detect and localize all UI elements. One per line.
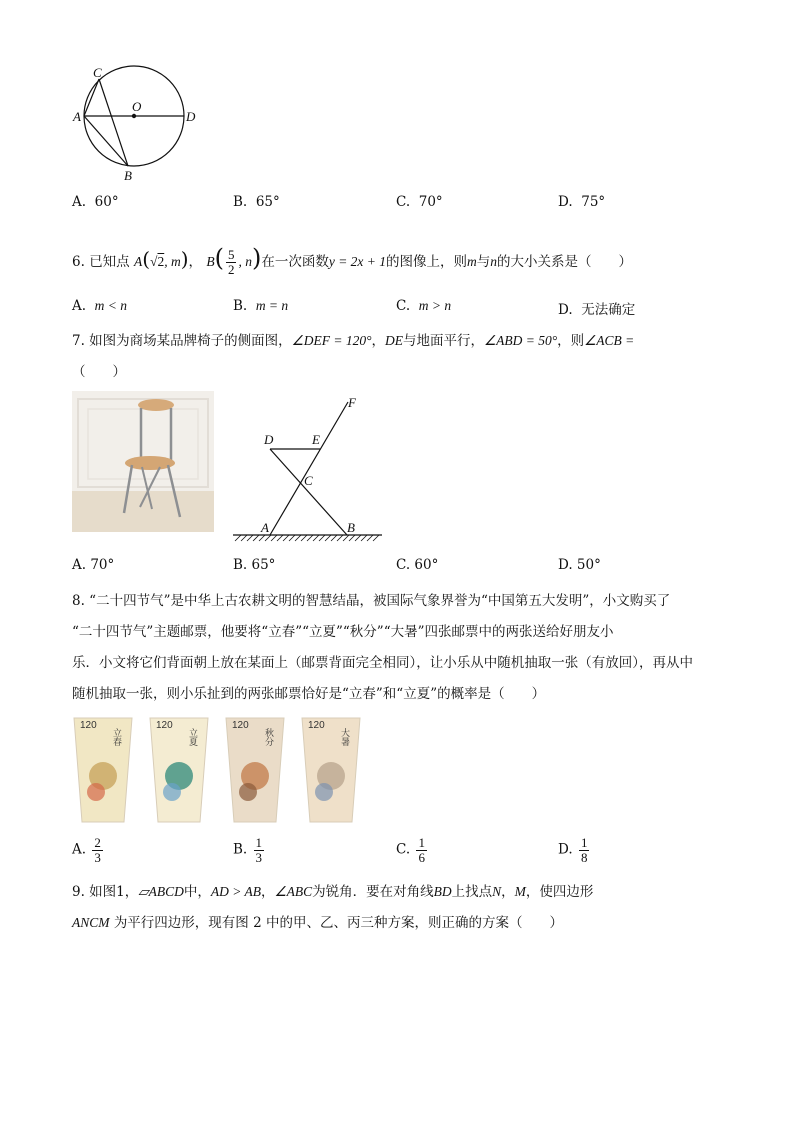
q8-option-b[interactable]: B. $\frac{1}{3}$ [233, 835, 263, 865]
stamp-name: 秋分 [263, 728, 273, 746]
q5-option-c[interactable]: C. 70° [396, 194, 443, 210]
q8-stem-line2: “二十四节气”主题邮票，他要将“立春”“立夏”“秋分”“大暑”四张邮票中的两张送给好朋友小 [72, 624, 614, 640]
label-f: F [348, 395, 356, 410]
q8-stem-line1: 8. “二十四节气”是中华上古农耕文明的智慧结晶，被国际气象界誉为“中国第五大发明”，小文购买了 [72, 593, 671, 609]
stamp-0 [72, 714, 134, 826]
q6-option-a[interactable]: A. m < n [72, 298, 127, 314]
stamp-3 [300, 714, 362, 826]
stamp-value: 120 [308, 720, 325, 731]
label-b: B [347, 520, 355, 535]
q7-option-d[interactable]: D. 50° [558, 557, 601, 573]
q7-stem-line2: （ ） [72, 364, 126, 380]
chair-photo [72, 391, 214, 532]
stamp-name: 立夏 [187, 728, 197, 746]
frac-5-2: $\frac{5}{2}$ [227, 247, 235, 277]
chair-diagram [230, 392, 390, 546]
label-e: E [312, 432, 320, 447]
stamp-2 [224, 714, 286, 826]
q7-option-a[interactable]: A. 70° [72, 557, 115, 573]
stamp-value: 120 [232, 720, 249, 731]
label-a: A [261, 520, 269, 535]
q8-option-d[interactable]: D. $\frac{1}{8}$ [558, 835, 588, 865]
q9-stem-line1: 9. 如图1，▱ABCD中，AD > AB，∠ABC为锐角．要在对角线BD上找点N，M，使四边形 [72, 884, 594, 900]
q6-option-b[interactable]: B. m = n [233, 298, 289, 314]
q6-stem: 6. 已知点 A(√2, m)， B( $\frac{5}{2}$ , n)在一次函数y = 2x + 1的图像上，则m与n的大小关系是（ ） [72, 244, 633, 277]
label-d: D [186, 109, 196, 124]
q8-stem-line3: 乐．小文将它们背面朝上放在某面上（邮票背面完全相同），让小乐从中随机抽取一张（有放回），再从中 [72, 655, 693, 671]
label-a: A [73, 109, 81, 124]
q5-option-b[interactable]: B. 65° [233, 194, 280, 210]
q7-option-b[interactable]: B. 65° [233, 557, 276, 573]
label-c: C [93, 65, 102, 80]
q6-option-d[interactable]: D. 无法确定 [558, 302, 636, 318]
label-b: B [124, 168, 132, 183]
stamp-value: 120 [156, 720, 173, 731]
q5-option-a[interactable]: A. 60° [72, 194, 119, 210]
q5-option-d[interactable]: D. 75° [558, 194, 606, 210]
stamp-name: 立春 [111, 728, 121, 746]
q7-stem-line1: 7. 如图为商场某品牌椅子的侧面图，∠DEF = 120°，DE与地面平行，∠ABD = 50°，则∠ACB = [72, 333, 635, 349]
q8-stem-line4: 随机抽取一张，则小乐扯到的两张邮票恰好是“立春”和“立夏”的概率是（ ） [72, 686, 546, 702]
q8-option-c[interactable]: C. $\frac{1}{6}$ [396, 835, 425, 865]
q6-option-c[interactable]: C. m > n [396, 298, 452, 314]
stamp-value: 120 [80, 720, 97, 731]
stamp-name: 大暑 [339, 728, 349, 746]
stamp-1 [148, 714, 210, 826]
label-d: D [264, 432, 274, 447]
q8-option-a[interactable]: A. $\frac{2}{3}$ [72, 835, 101, 865]
label-o: O [132, 99, 142, 114]
label-c: C [304, 473, 313, 488]
circle-figure [70, 62, 210, 184]
q9-stem-line2: ANCM 为平行四边形，现有图 2 中的甲、乙、丙三种方案，则正确的方案（ ） [72, 915, 563, 931]
q7-option-c[interactable]: C. 60° [396, 557, 439, 573]
